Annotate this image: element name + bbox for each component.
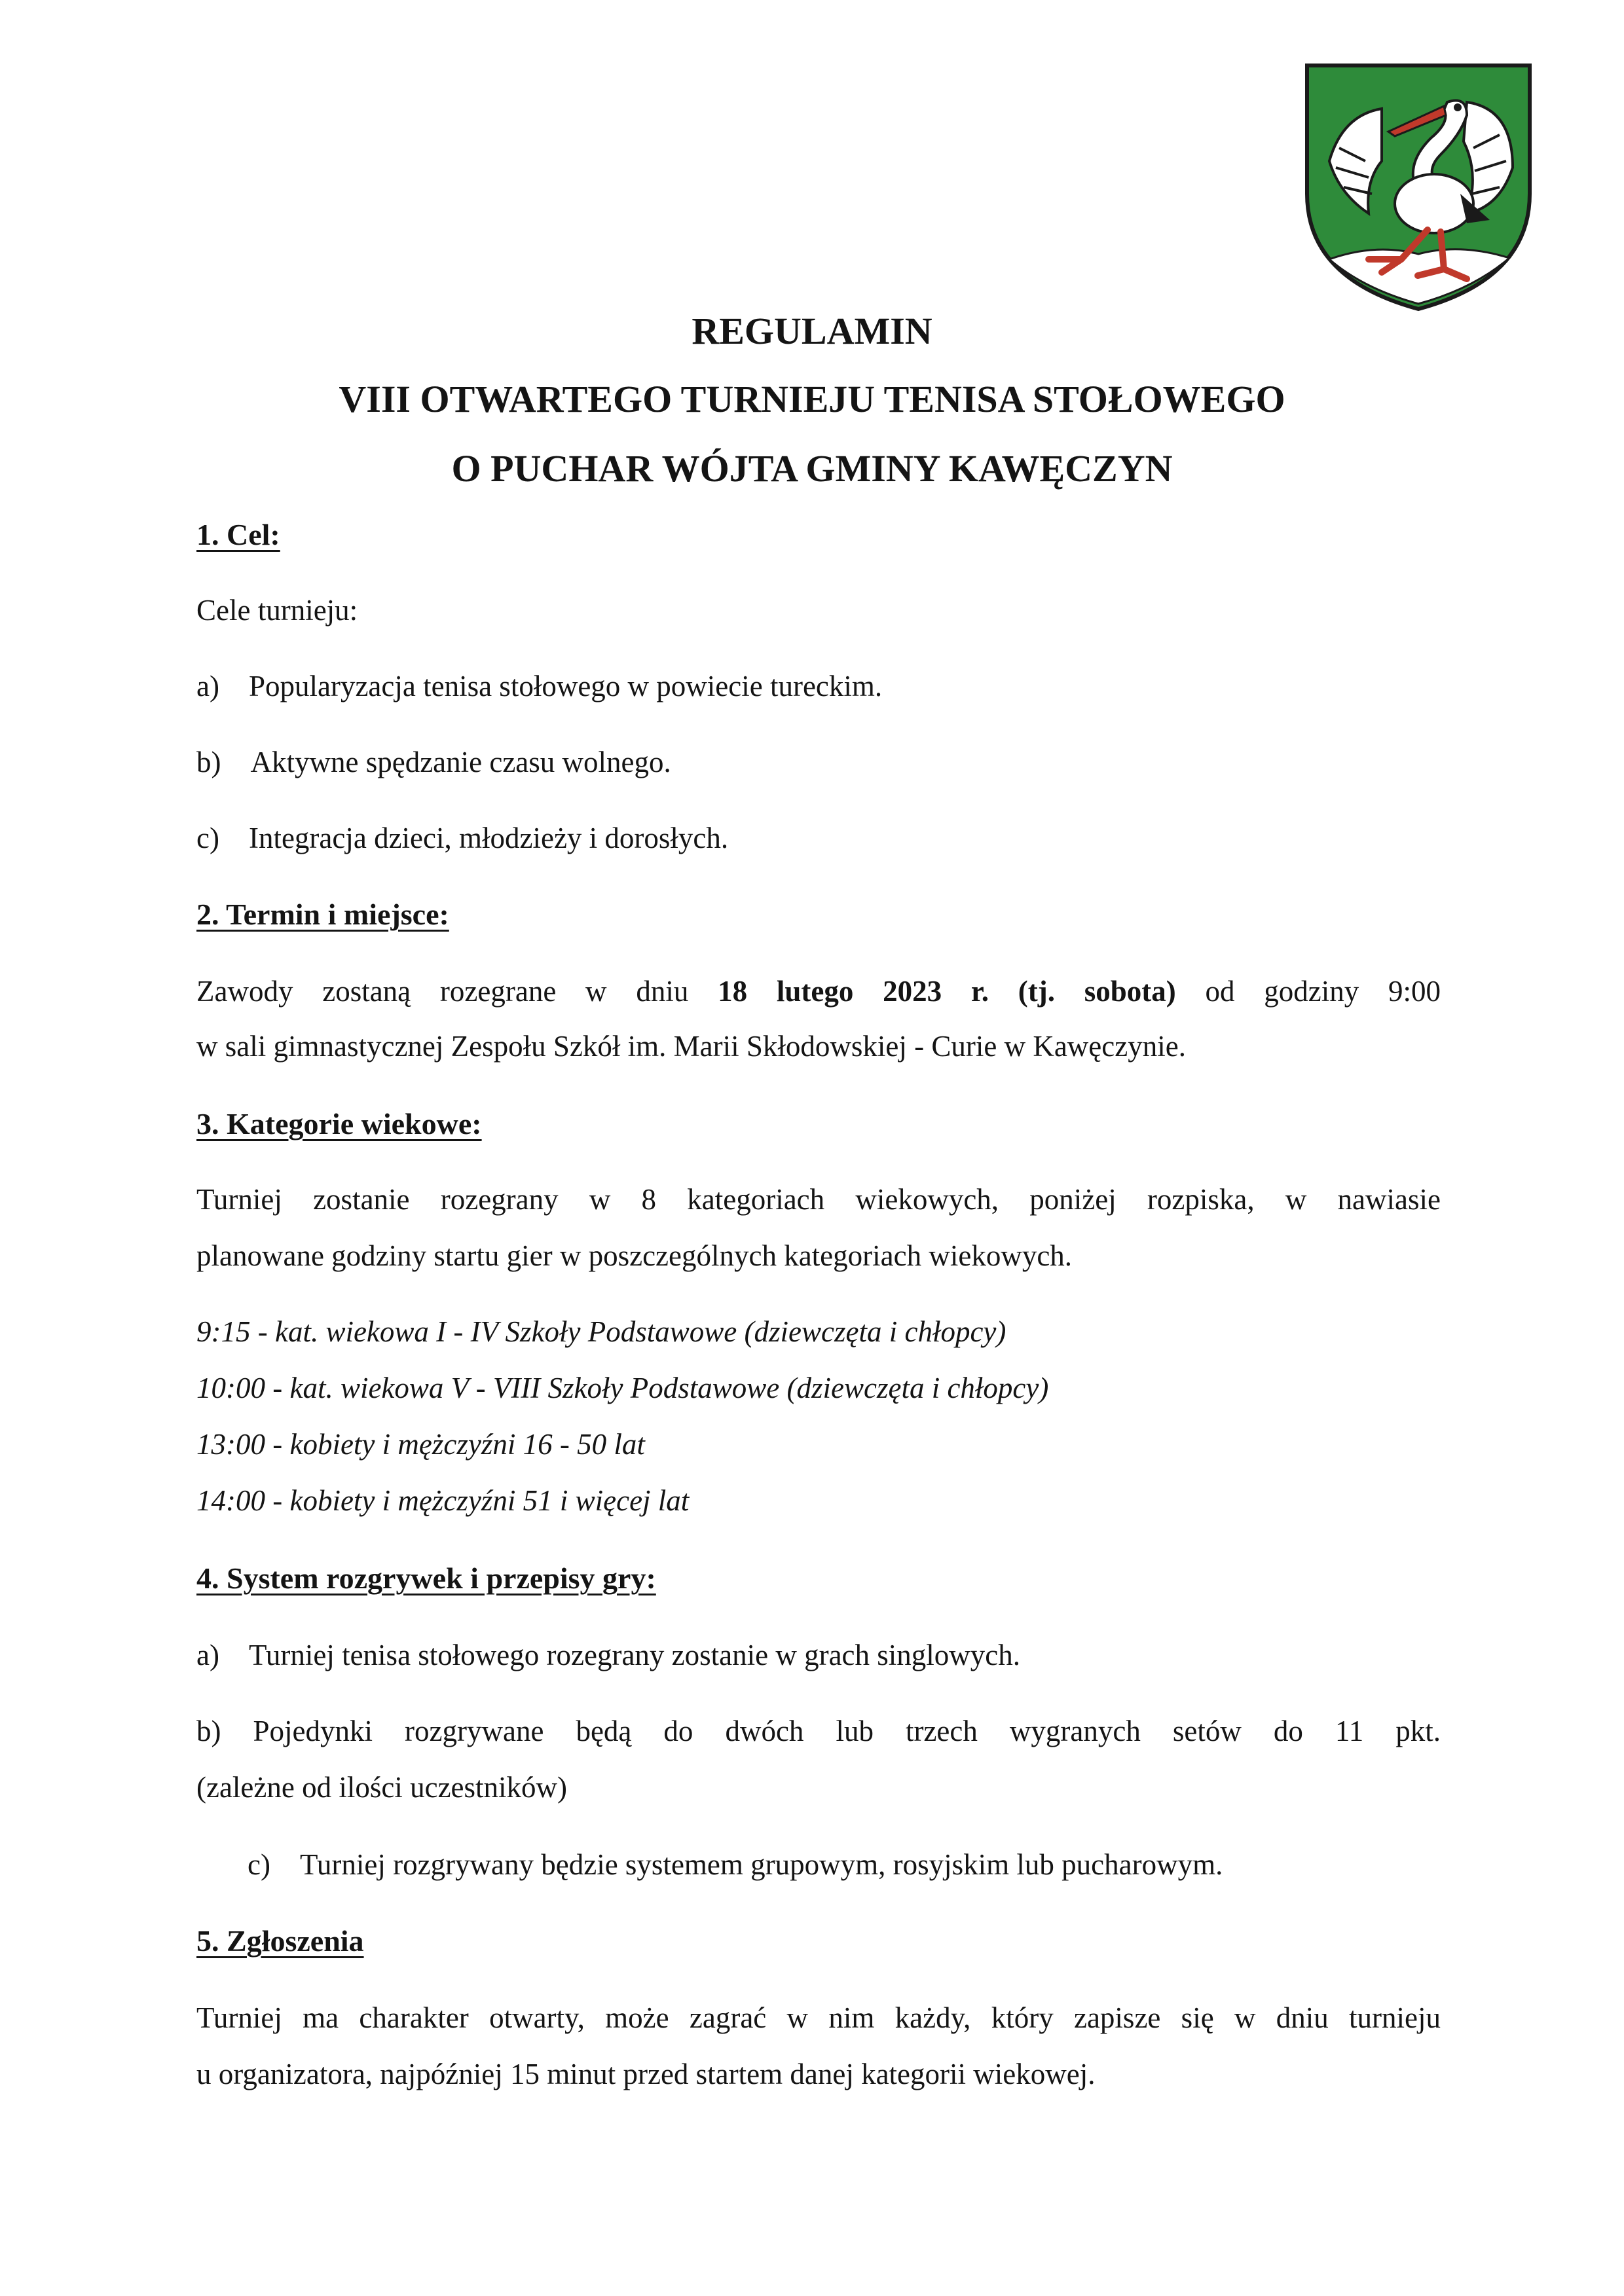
schedule-item: 10:00 - kat. wiekowa V - VIII Szkoły Podstawowe (dziewczęta i chłopcy) <box>196 1372 1049 1404</box>
section-3-heading: 3. Kategorie wiekowe: <box>196 1107 482 1140</box>
section-1-item-c: c) Integracja dzieci, młodzieży i dorosłych. <box>196 822 729 854</box>
section-1-item-a: a) Popularyzacja tenisa stołowego w powiecie tureckim. <box>196 670 883 702</box>
section-3-line-2: planowane godziny startu gier w poszczególnych kategoriach wiekowych. <box>196 1239 1073 1272</box>
schedule-item: 13:00 - kobiety i mężczyźni 16 - 50 lat <box>196 1428 645 1461</box>
section-4-item-b-line-1: b) Pojedynki rozgrywane będą do dwóch lub trzech wygranych setów do 11 pkt. <box>196 1715 1441 1747</box>
section-2-line-1-pre: Zawody zostaną rozegrane w dniu <box>196 975 718 1008</box>
title-line-3: O PUCHAR WÓJTA GMINY KAWĘCZYN <box>451 447 1173 490</box>
section-3-line-1: Turniej zostanie rozegrany w 8 kategoriach wiekowych, poniżej rozpiska, w nawiasie <box>196 1183 1441 1216</box>
section-5-line-2: u organizatora, najpóźniej 15 minut przed startem danej kategorii wiekowej. <box>196 2058 1096 2090</box>
section-4-item-b-line-2: (zależne od ilości uczestników) <box>196 1771 568 1804</box>
section-4-item-a: a) Turniej tenisa stołowego rozegrany zostanie w grach singlowych. <box>196 1639 1021 1671</box>
title-line-2: VIII OTWARTEGO TURNIEJU TENISA STOŁOWEGO <box>339 378 1285 420</box>
schedule-item: 14:00 - kobiety i mężczyźni 51 i więcej lat <box>196 1484 690 1517</box>
section-2-line-2: w sali gimnastycznej Zespołu Szkół im. Marii Skłodowskiej - Curie w Kawęczynie. <box>196 1030 1186 1063</box>
section-1-heading: 1. Cel: <box>196 518 280 551</box>
section-5-line-1: Turniej ma charakter otwarty, może zagrać w nim każdy, który zapisze się w dniu turnieju <box>196 2001 1441 2034</box>
section-2-line-1-post: od godziny 9:00 <box>1175 975 1441 1008</box>
section-2-heading: 2. Termin i miejsce: <box>196 898 449 931</box>
section-2-line-1 <box>196 974 1441 1008</box>
schedule-item: 9:15 - kat. wiekowa I - IV Szkoły Podstawowe (dziewczęta i chłopcy) <box>196 1315 1006 1348</box>
section-4-heading: 4. System rozgrywek i przepisy gry: <box>196 1561 656 1595</box>
title-line-1: REGULAMIN <box>692 310 932 352</box>
stork-coat-of-arms-icon <box>1303 63 1534 312</box>
section-4-item-c: c) Turniej rozgrywany będzie systemem grupowym, rosyjskim lub pucharowym. <box>248 1848 1223 1881</box>
section-1-item-b: b) Aktywne spędzanie czasu wolnego. <box>196 746 671 778</box>
section-5-heading: 5. Zgłoszenia <box>196 1924 364 1958</box>
section-1-intro: Cele turnieju: <box>196 594 358 627</box>
section-2-date: 18 lutego 2023 r. (tj. sobota) <box>718 975 1176 1008</box>
